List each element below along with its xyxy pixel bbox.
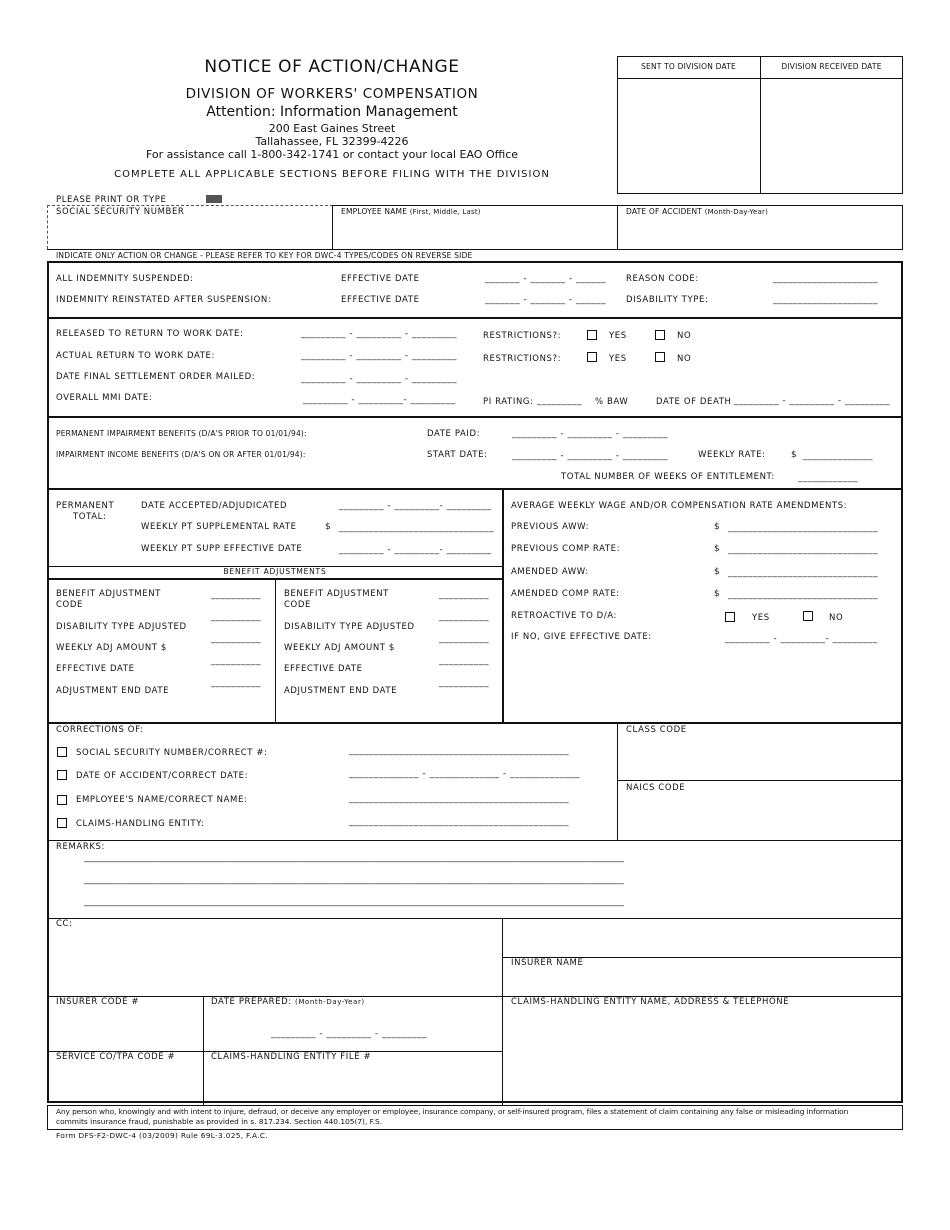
weekly-pt-supp-rate-label: WEEKLY PT SUPPLEMENTAL RATE — [141, 522, 297, 532]
weekly-pt-supp-effective-label: WEEKLY PT SUPP EFFECTIVE DATE — [141, 544, 303, 554]
start-date-field[interactable]: _________ - _________ - _________ — [512, 451, 668, 461]
print-or-type-label: PLEASE PRINT OR TYPE — [56, 195, 167, 205]
dollar-sign: $ — [714, 544, 721, 554]
date-prepared-label: DATE PREPARED: — [211, 997, 292, 1007]
restrictions-label: RESTRICTIONS?: — [483, 354, 562, 364]
adjustment-end-date-label: ADJUSTMENT END DATE — [284, 686, 398, 696]
amended-aww-label: AMENDED AWW: — [511, 567, 589, 577]
divider — [617, 722, 618, 840]
pi-rating-label: PI RATING: — [483, 397, 534, 407]
total-weeks-label: TOTAL NUMBER OF WEEKS OF ENTITLEMENT: — [561, 472, 775, 482]
overall-mmi-label: OVERALL MMI DATE: — [56, 393, 153, 403]
correct-entity-field[interactable]: ____________________________________________ — [349, 817, 569, 827]
correct-name-checkbox[interactable] — [57, 795, 67, 805]
fraud-statement-cont: commits insurance fraud, punishable as provided in s. 817.234. Section 440.105(7), F.S. — [56, 1117, 383, 1126]
restrictions-actual-no-checkbox[interactable] — [655, 352, 665, 362]
effective-date-label: EFFECTIVE DATE — [341, 274, 420, 284]
insurer-name-field[interactable] — [507, 970, 899, 994]
yes-label: YES — [609, 331, 627, 341]
no-label: NO — [829, 613, 844, 623]
divider — [47, 488, 903, 490]
aww-heading: AVERAGE WEEKLY WAGE AND/OR COMPENSATION RATE AMENDMENTS: — [511, 501, 848, 511]
divider — [617, 205, 618, 250]
divider — [47, 205, 48, 249]
date-of-accident-field[interactable] — [622, 220, 898, 246]
division-name: DIVISION OF WORKERS' COMPENSATION — [185, 86, 479, 102]
baw-label: % BAW — [595, 397, 629, 407]
divider — [47, 840, 903, 841]
divider — [275, 578, 276, 722]
final-settlement-label: DATE FINAL SETTLEMENT ORDER MAILED: — [56, 372, 256, 382]
remarks-label: REMARKS: — [56, 842, 105, 852]
print-marker-icon — [206, 195, 222, 203]
total-weeks-field[interactable]: ____________ — [798, 473, 858, 483]
disability-type-adjusted-label: DISABILITY TYPE ADJUSTED — [284, 622, 415, 632]
all-indemnity-suspended-label: ALL INDEMNITY SUSPENDED: — [56, 274, 194, 284]
permanent-label: PERMANENT — [56, 501, 115, 511]
date-paid-label: DATE PAID: — [427, 429, 481, 439]
corrections-heading: CORRECTIONS OF: — [56, 725, 144, 735]
weekly-adj-amount-field[interactable]: __________ — [211, 634, 261, 644]
previous-aww-field[interactable]: ______________________________ — [728, 523, 878, 533]
divider — [502, 918, 503, 1105]
benefit-adjustments-heading: BENEFIT ADJUSTMENTS — [223, 567, 327, 576]
correct-name-label: EMPLOYEE'S NAME/CORRECT NAME: — [76, 795, 248, 805]
dollar-sign: $ — [714, 589, 721, 599]
start-date-label: START DATE: — [427, 450, 488, 460]
divider — [47, 317, 903, 319]
benefit-adjustment-code-label: BENEFIT ADJUSTMENT — [284, 589, 389, 599]
dollar-sign: $ — [325, 522, 332, 532]
employee-name-hint: (First, Middle, Last) — [409, 208, 481, 216]
weekly-rate-label: WEEKLY RATE: — [698, 450, 766, 460]
naics-code-field[interactable] — [622, 796, 898, 836]
effective-date-label: EFFECTIVE DATE — [341, 295, 420, 305]
benefit-adjustment-code-label: BENEFIT ADJUSTMENT — [56, 589, 161, 599]
weekly-adj-amount-label: WEEKLY ADJ AMOUNT $ — [284, 643, 395, 653]
adjustment-end-date-field[interactable]: __________ — [211, 678, 261, 688]
date-prepared-hint: (Month-Day-Year) — [295, 998, 365, 1006]
weekly-pt-supp-rate-field[interactable]: _______________________________ — [339, 523, 494, 533]
benefit-adjustment-code-label-cont: CODE — [284, 600, 311, 610]
dollar-sign: $ — [714, 567, 721, 577]
correct-ssn-checkbox[interactable] — [57, 747, 67, 757]
benefit-adjustment-code-field-2[interactable]: __________ — [439, 590, 489, 600]
pib-label: PERMANENT IMPAIRMENT BENEFITS (D/A'S PRIOR TO 01/01/94): — [56, 429, 307, 438]
overall-mmi-date-field[interactable]: _________ - _________- _________ — [303, 395, 456, 405]
restrictions-released-yes-checkbox[interactable] — [587, 330, 597, 340]
actual-rtw-label: ACTUAL RETURN TO WORK DATE: — [56, 351, 215, 361]
benefit-adjustment-code-label-cont: CODE — [56, 600, 83, 610]
previous-comp-rate-label: PREVIOUS COMP RATE: — [511, 544, 621, 554]
remarks-line[interactable]: ________________________________________________________________________________________________________________________ — [84, 875, 624, 885]
previous-aww-label: PREVIOUS AWW: — [511, 522, 590, 532]
restrictions-actual-yes-checkbox[interactable] — [587, 352, 597, 362]
fraud-statement: Any person who, knowingly and with intent to injure, defraud, or deceive any employer or employee, insurance company, or self-insured program, files a statement of claim containing any false or misleading information — [56, 1107, 849, 1116]
total-label: TOTAL: — [73, 512, 107, 522]
date-accepted-field[interactable]: _________ - _________- _________ — [339, 501, 492, 511]
adj-effective-date-field-2[interactable]: __________ — [439, 656, 489, 666]
disability-type-label: DISABILITY TYPE: — [626, 295, 709, 305]
date-of-accident-label: DATE OF ACCIDENT — [626, 207, 703, 216]
amended-comp-rate-field[interactable]: ______________________________ — [728, 590, 878, 600]
effective-date-label: EFFECTIVE DATE — [284, 664, 363, 674]
service-code-field[interactable] — [52, 1065, 199, 1103]
employee-name-label: EMPLOYEE NAME — [341, 207, 408, 216]
divider — [617, 780, 903, 781]
weekly-pt-supp-effective-field[interactable]: _________ - _________- _________ — [339, 545, 492, 555]
insurer-code-label: INSURER CODE # — [56, 997, 140, 1007]
complete-instruction: COMPLETE ALL APPLICABLE SECTIONS BEFORE FILING WITH THE DIVISION — [114, 169, 550, 180]
correct-entity-checkbox[interactable] — [57, 818, 67, 828]
date-paid-field[interactable]: _________ - _________ - _________ — [512, 429, 668, 439]
released-rtw-date-field[interactable]: _________ - _________ - _________ — [301, 329, 457, 339]
form-title: NOTICE OF ACTION/CHANGE — [204, 57, 460, 77]
insurer-name-label: INSURER NAME — [511, 958, 584, 968]
date-of-death-field[interactable]: _________ - _________ - _________ — [734, 396, 890, 406]
adjustment-end-date-label: ADJUSTMENT END DATE — [56, 686, 170, 696]
restrictions-released-no-checkbox[interactable] — [655, 330, 665, 340]
correct-ssn-label: SOCIAL SECURITY NUMBER/CORRECT #: — [76, 748, 268, 758]
entity-file-label: CLAIMS-HANDLING ENTITY FILE # — [211, 1052, 372, 1062]
sent-to-division-date-label: SENT TO DIVISION DATE — [641, 62, 736, 71]
yes-label: YES — [752, 613, 770, 623]
no-label: NO — [677, 354, 692, 364]
amended-comp-rate-label: AMENDED COMP RATE: — [511, 589, 620, 599]
adj-effective-date-field[interactable]: __________ — [211, 656, 261, 666]
pi-rating-field[interactable]: _________ — [537, 396, 582, 406]
correct-doa-field[interactable]: ______________ - ______________ - ______________ — [349, 769, 580, 779]
division-received-date-field[interactable] — [761, 79, 902, 193]
weekly-adj-amount-label: WEEKLY ADJ AMOUNT $ — [56, 643, 167, 653]
service-code-label: SERVICE CO/TPA CODE # — [56, 1052, 176, 1062]
street-address: 200 East Gaines Street — [268, 122, 396, 135]
actual-rtw-date-field[interactable]: _________ - _________ - _________ — [301, 351, 457, 361]
divider — [47, 249, 333, 250]
cc-label: CC: — [56, 919, 73, 929]
restrictions-label: RESTRICTIONS?: — [483, 331, 562, 341]
benefit-adjustment-code-field[interactable]: __________ — [211, 590, 261, 600]
reason-code-field[interactable]: _____________________ — [773, 274, 878, 284]
retro-effective-date-field[interactable]: _________ - _________- _________ — [725, 634, 878, 644]
claims-entity-label: CLAIMS-HANDLING ENTITY NAME, ADDRESS & TELEPHONE — [511, 997, 790, 1007]
disability-type-adjusted-field[interactable]: __________ — [211, 612, 261, 622]
reinstated-effective-date-field[interactable]: _______ - _______ - ______ — [485, 295, 606, 305]
suspended-effective-date-field[interactable]: _______ - _______ - ______ — [485, 274, 606, 284]
form-id: Form DFS-F2-DWC-4 (03/2009) Rule 69L-3.025, F.A.C. — [56, 1131, 268, 1140]
correct-entity-label: CLAIMS-HANDLING ENTITY: — [76, 819, 205, 829]
correct-ssn-field[interactable]: ____________________________________________ — [349, 746, 569, 756]
previous-comp-rate-field[interactable]: ______________________________ — [728, 545, 878, 555]
indemnity-reinstated-label: INDEMNITY REINSTATED AFTER SUSPENSION: — [56, 295, 272, 305]
remarks-line[interactable]: ________________________________________________________________________________________________________________________ — [84, 853, 624, 863]
dollar-sign: $ — [714, 522, 721, 532]
class-code-field[interactable] — [622, 738, 898, 776]
divider — [47, 918, 903, 919]
effective-date-label: EFFECTIVE DATE — [56, 664, 135, 674]
date-prepared-field[interactable]: _________ - _________ - _________ — [271, 1029, 427, 1039]
city-address: Tallahassee, FL 32399-4226 — [255, 135, 409, 148]
remarks-line[interactable]: ________________________________________________________________________________________________________________________ — [84, 897, 624, 907]
released-rtw-label: RELEASED TO RETURN TO WORK DATE: — [56, 329, 244, 339]
ssn-label: SOCIAL SECURITY NUMBER — [56, 207, 185, 217]
attention-line: Attention: Information Management — [206, 104, 458, 120]
yes-label: YES — [609, 354, 627, 364]
cc-field[interactable] — [52, 932, 498, 992]
entity-file-field[interactable] — [207, 1065, 499, 1103]
retroactive-no-checkbox[interactable] — [803, 611, 813, 621]
divider — [47, 416, 903, 418]
correct-doa-checkbox[interactable] — [57, 770, 67, 780]
division-received-date-label: DIVISION RECEIVED DATE — [781, 62, 882, 71]
class-code-label: CLASS CODE — [626, 725, 687, 735]
divider — [203, 996, 204, 1105]
weekly-adj-amount-field-2[interactable]: __________ — [439, 634, 489, 644]
divider — [47, 205, 333, 206]
dollar-sign: $ — [791, 450, 798, 460]
ssn-field[interactable] — [52, 220, 328, 246]
final-settlement-date-field[interactable]: _________ - _________ - _________ — [301, 374, 457, 384]
divider — [502, 488, 504, 722]
assistance-line: For assistance call 1-800-342-1741 or contact your local EAO Office — [145, 148, 519, 161]
date-of-accident-hint: (Month-Day-Year) — [704, 208, 769, 216]
amended-aww-field[interactable]: ______________________________ — [728, 568, 878, 578]
insurer-code-field[interactable] — [52, 1010, 199, 1048]
weekly-rate-field[interactable]: ______________ — [803, 451, 873, 461]
disability-type-adjusted-field-2[interactable]: __________ — [439, 612, 489, 622]
sent-to-division-date-field[interactable] — [618, 79, 759, 193]
indicate-instruction: INDICATE ONLY ACTION OR CHANGE - PLEASE REFER TO KEY FOR DWC-4 TYPES/CODES ON REVERSE SIDE — [56, 251, 473, 260]
iib-label: IMPAIRMENT INCOME BENEFITS (D/A'S ON OR AFTER 01/01/94): — [56, 450, 306, 459]
adjustment-end-date-field-2[interactable]: __________ — [439, 678, 489, 688]
no-label: NO — [677, 331, 692, 341]
correct-doa-label: DATE OF ACCIDENT/CORRECT DATE: — [76, 771, 249, 781]
disability-type-field[interactable]: _____________________ — [773, 295, 878, 305]
retroactive-yes-checkbox[interactable] — [725, 612, 735, 622]
reason-code-label: REASON CODE: — [626, 274, 699, 284]
divider — [47, 722, 903, 724]
employee-name-field[interactable] — [337, 220, 613, 246]
correct-name-field[interactable]: ____________________________________________ — [349, 794, 569, 804]
if-no-effective-date-label: IF NO, GIVE EFFECTIVE DATE: — [511, 632, 652, 642]
retroactive-label: RETROACTIVE TO D/A: — [511, 611, 618, 621]
claims-entity-field[interactable] — [507, 1010, 899, 1102]
date-accepted-label: DATE ACCEPTED/ADJUDICATED — [141, 501, 288, 511]
date-of-death-label: DATE OF DEATH — [656, 397, 732, 407]
disability-type-adjusted-label: DISABILITY TYPE ADJUSTED — [56, 622, 187, 632]
naics-code-label: NAICS CODE — [626, 783, 686, 793]
